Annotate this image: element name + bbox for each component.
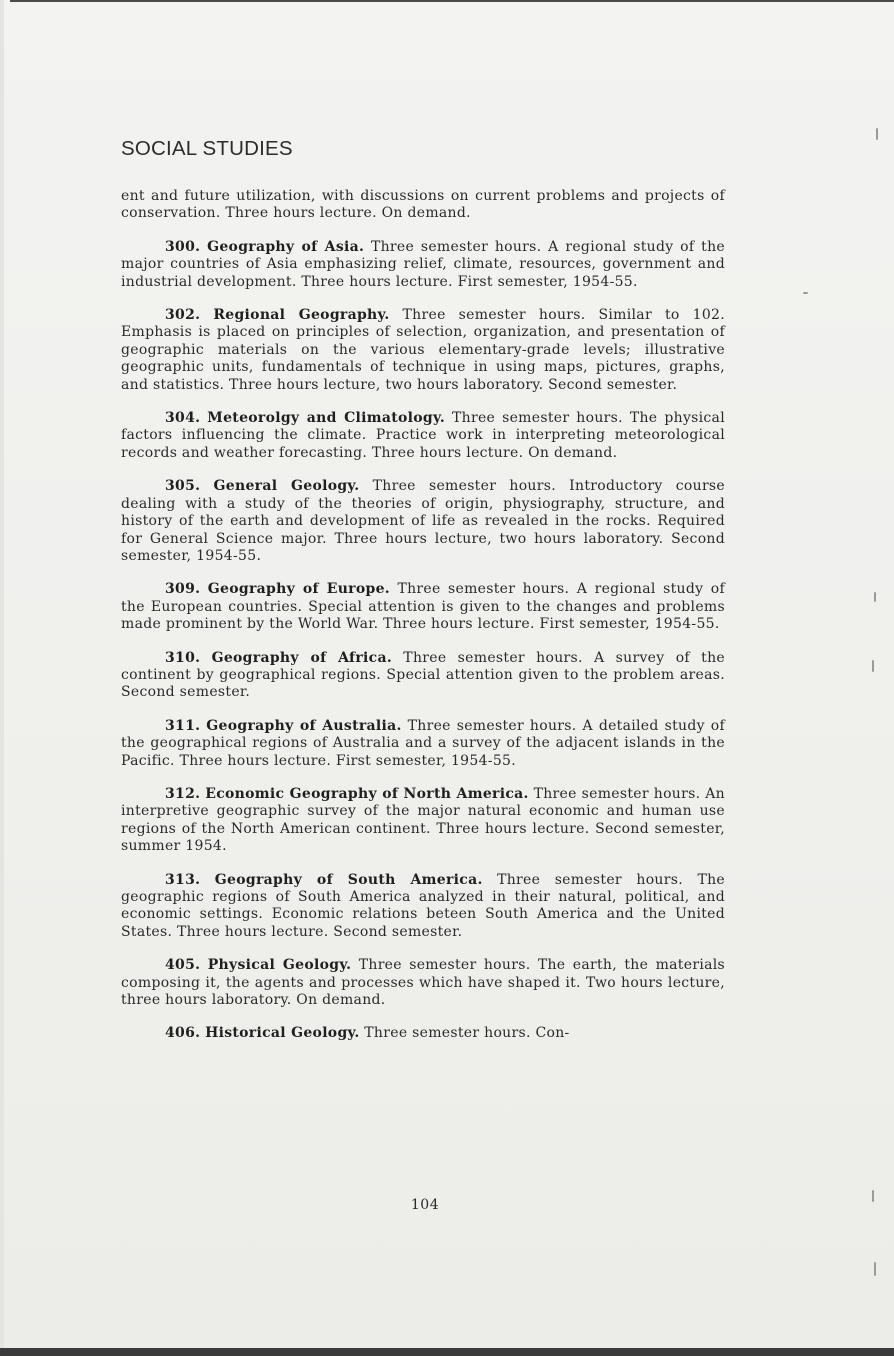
course-number: 309. xyxy=(165,581,201,598)
bottom-edge-rule xyxy=(0,1348,894,1356)
course-title: General Geology. xyxy=(213,478,360,495)
top-edge-rule xyxy=(10,0,894,2)
course-number: 305. xyxy=(165,478,201,495)
course-entry-305 xyxy=(121,478,725,565)
scan-speck xyxy=(872,1190,874,1202)
course-title: Geography of Europe. xyxy=(207,581,390,598)
course-number: 312. xyxy=(165,785,201,802)
course-entry-311 xyxy=(121,718,725,770)
course-entry-310 xyxy=(121,650,725,702)
course-number: 311. xyxy=(165,717,201,734)
course-entry-304 xyxy=(121,410,725,462)
scan-speck xyxy=(876,128,878,140)
course-title: Regional Geography. xyxy=(213,307,390,324)
course-entry-312 xyxy=(121,786,725,856)
course-number: 405. xyxy=(165,957,201,974)
course-title: Economic Geography of North America. xyxy=(205,785,529,802)
course-title: Physical Geology. xyxy=(207,957,352,974)
course-description: Three semester hours. An interpretive geographic survey of the major natural economic and human use regions of the North American continent. Three hours lecture. Second semester, summer 1954. xyxy=(121,785,725,855)
course-title: Geography of Africa. xyxy=(211,649,393,666)
course-description: Three semester hours. Similar to 102. Emphasis is placed on principles of selection, organization, and presentation of geographic materials on the various elementary-grade levels; illustrative geographic units, fundamentals of technique in using maps, pictures, graphs, and statistics. Three hours lecture, two hours laboratory. Second semester. xyxy=(121,307,725,393)
scan-speck xyxy=(803,292,808,294)
course-number: 304. xyxy=(165,410,201,427)
course-entry-309 xyxy=(121,581,725,633)
course-description: Three semester hours. Con- xyxy=(359,1025,570,1042)
course-number: 302. xyxy=(165,307,201,324)
course-entry-313 xyxy=(121,872,725,942)
course-description: Three semester hours. A regional study of the major countries of Asia emphasizing relief, climate, resources, government and industrial development. Three hours lecture. First semester, 1954-55. xyxy=(121,238,725,290)
course-number: 313. xyxy=(165,871,201,888)
course-title: Geography of Australia. xyxy=(206,717,402,734)
course-title: Geography of Asia. xyxy=(207,238,365,255)
course-description: Three semester hours. A regional study of the European countries. Special attention is given to the changes and problems made prominent by the World War. Three hours lecture. First semester, 1954-55. xyxy=(121,581,725,633)
course-title: Historical Geology. xyxy=(205,1025,360,1042)
scan-speck xyxy=(872,660,874,672)
course-listing xyxy=(121,188,725,1059)
course-number: 300. xyxy=(165,238,201,255)
course-title: Meteorolgy and Climatology. xyxy=(207,410,446,427)
course-entry-300 xyxy=(121,239,725,291)
left-page-edge xyxy=(0,0,4,1356)
course-description: Three semester hours. The geographic regions of South America analyzed in their natural, political, and economic settings. Economic relations beteen South America and the United States. Three hours lecture. Second semester. xyxy=(121,871,725,940)
course-title: Geography of South America. xyxy=(214,871,483,888)
scan-speck xyxy=(874,592,876,602)
course-entry-302 xyxy=(121,307,725,394)
course-description: Three semester hours. A detailed study of the geographical regions of Australia and a survey of the adjacent islands in the Pacific. Three hours lecture. First semester, 1954-55. xyxy=(121,717,725,769)
course-number: 310. xyxy=(165,649,201,666)
course-entry-406 xyxy=(121,1025,725,1042)
course-description: Three semester hours. The physical factors influencing the climate. Practice work in interpreting meteorological records and weather forecasting. Three hours lecture. On demand. xyxy=(121,410,725,461)
course-number: 406. xyxy=(165,1025,201,1042)
course-description: Three semester hours. A survey of the continent by geographical regions. Special attention given to the problem areas. Second semester. xyxy=(121,649,726,701)
section-heading: SOCIAL STUDIES xyxy=(121,137,293,160)
course-description: Three semester hours. Introductory course dealing with a study of the theories of origin, physiography, structure, and history of the earth and development of life as revealed in the rocks. Required for General Science major. Three hours lecture, two hours laboratory. Second semester, 1954-55. xyxy=(121,478,726,564)
course-description: Three semester hours. The earth, the materials composing it, the agents and processes which have shaped it. Two hours lecture, three hours laboratory. On demand. xyxy=(121,957,725,1009)
scan-speck xyxy=(874,1262,876,1276)
course-entry-405 xyxy=(121,957,725,1009)
page-number: 104 xyxy=(410,1197,440,1213)
intro-paragraph: ent and future utilization, with discussions on current problems and projects of conservation. Three hours lecture. On demand. xyxy=(121,188,725,222)
